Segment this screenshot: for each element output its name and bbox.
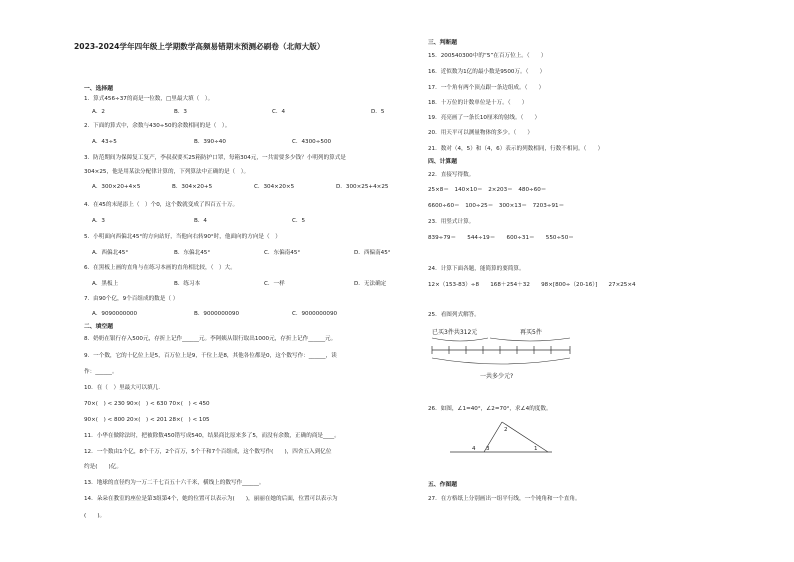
question-26: 26．如图，∠1=40°，∠2=70°，求∠4的度数。 — [428, 406, 552, 412]
question-21: 21．数对（4，5）和（4，6）表示的列数相同，行数不相同。（ ） — [428, 146, 604, 152]
question-5: 5．小明面向西偏北45°的方向站好，当他向右转90°时，他面向的方向是（ ） — [84, 234, 281, 240]
page-title: 2023-2024学年四年级上学期数学高频易错期末预测必刷卷（北师大版） — [74, 42, 325, 51]
question-18: 18．十万位的计数单位是十万。（ ） — [428, 100, 528, 106]
q1-option-a: A．2 — [92, 109, 105, 115]
question-14-line-2: ( )。 — [84, 513, 106, 519]
fig26-angle-2: 2 — [504, 427, 508, 433]
question-4: 4．在45的末尾添上（ ）个0，这个数就变成了四百五十万。 — [84, 202, 239, 208]
question-8: 8．奶奶在银行存入500元，存折上记作______元。李阿姨从银行取出1000元，存折上记作______元。 — [84, 336, 337, 342]
question-13: 13．地球的直径约为一万二千七百五十六千米，横线上的数写作______。 — [84, 480, 265, 486]
q5-option-a: A．西偏北45° — [92, 250, 129, 256]
q3-option-c: C．304×20×5 — [254, 184, 295, 190]
fig25-brace-right — [490, 338, 570, 341]
q1-option-b: B．3 — [174, 109, 187, 115]
q6-option-a: A．黑板上 — [92, 281, 119, 287]
question-17: 17．一个角有两个顶点跟一条边组成。（ ） — [428, 85, 545, 91]
fig26-angle-3: 3 — [486, 446, 490, 452]
question-10-row-1: 70×( ) < 230 90×( ) < 630 70×( ) < 450 — [84, 401, 210, 407]
fig25-brace-left — [432, 338, 488, 341]
fig25-right-label: 再买5件 — [520, 329, 542, 336]
question-3-line-2: 304×25，他是用某法分配律计算的，下列算法中正确的是（ ）。 — [84, 169, 250, 175]
question-25: 25．看图列式解答。 — [428, 312, 480, 318]
fig26-angle-4: 4 — [472, 446, 476, 452]
q7-option-a: A．9090000000 — [92, 311, 138, 317]
question-24-row: 12×（153-83）÷8 168＋254＋32 98×[800÷（20-16）] 27×25×4 — [428, 282, 636, 288]
q6-option-d: D．无法确定 — [354, 281, 387, 287]
fig25-left-label: 已买3件共312元 — [432, 329, 478, 336]
question-19: 19．亮亮画了一条长10厘米的射线。（ ） — [428, 115, 541, 121]
question-15: 15．200540300中的“5”在百万位上。（ ） — [428, 53, 547, 59]
q1-option-d: D．5 — [371, 109, 385, 115]
q5-option-c: C．东偏南45° — [264, 250, 301, 256]
question-9-line-2: 作：______。 — [84, 369, 118, 375]
q7-option-b: B．9000000090 — [194, 311, 240, 317]
section-choice: 一、选择题 — [84, 86, 113, 92]
question-24: 24．计算下面各题，能简算的要简算。 — [428, 266, 525, 272]
section-drawing: 五、作图题 — [428, 482, 457, 488]
question-11: 11．小华在做除法时，把被除数450错写成540，结果商比原来多了5，而没有余数，正确的商是____。 — [84, 433, 340, 439]
q2-option-c: C．4300÷500 — [292, 139, 332, 145]
question-10-row-2: 90×( ) < 800 20×( ) < 201 28×( ) < 105 — [84, 417, 210, 423]
question-2: 2．下面的算式中，余数与430÷50的余数相同的是（ ）。 — [84, 123, 231, 129]
fig26-angle-1: 1 — [534, 446, 538, 452]
question-20: 20．用天平可以测量物体的多少。（ ） — [428, 130, 534, 136]
q5-option-b: B．东偏北45° — [174, 250, 211, 256]
q7-option-c: C．9000000090 — [292, 311, 338, 317]
question-16: 16．近似数为1亿的最小数是9500万。（ ） — [428, 69, 546, 75]
q1-option-c: C．4 — [272, 109, 286, 115]
q2-option-a: A．43÷5 — [92, 139, 117, 145]
q4-option-a: A．3 — [92, 218, 105, 224]
q3-option-a: A．300×20+4×5 — [92, 184, 141, 190]
q6-option-b: B．练习本 — [174, 281, 201, 287]
question-10: 10．在（ ）里最大可以填几. — [84, 385, 161, 391]
question-7: 7．由90个亿，9个百组成的数是（ ） — [84, 296, 179, 302]
section-fill-blank: 二、填空题 — [84, 324, 113, 330]
question-14-line-1: 14．朵朵在教室的座位是第3组第4个，她的位置可以表示为( )，丽丽在她的后面，位置可以表示为 — [84, 496, 338, 502]
fig26-right-side — [502, 422, 548, 452]
question-1: 1．算式456÷37的商是一位数，□里最大填（ ）。 — [84, 96, 214, 102]
q2-option-b: B．390÷40 — [194, 139, 226, 145]
question-22: 22．直接写得数。 — [428, 172, 475, 178]
q6-option-c: C．一样 — [264, 281, 285, 287]
question-12-line-1: 12．一个数由1个亿，8个千万，2个百万，5个千和7个百组成，这个数写作( )，四舍五入到亿位 — [84, 449, 332, 455]
question-3-line-1: 3．防范期间为保障复工复产，李叔叔要买25箱防护口罩，每箱304元，一共需要多少钱？小明列的算式是 — [84, 155, 346, 161]
question-27: 27．在方格纸上分别画出一组平行线，一个钝角和一个直角。 — [428, 496, 581, 502]
question-12-line-2: 约是( )亿。 — [84, 464, 122, 470]
figure-26-triangle — [448, 418, 568, 458]
section-true-false: 三、判断题 — [428, 40, 457, 46]
q5-option-d: D．西偏南45° — [354, 250, 391, 256]
fig25-total-brace — [432, 358, 570, 364]
question-22-row-2: 6600÷60＝ 100÷25＝ 300×13＝ 7203÷91＝ — [428, 203, 565, 209]
question-6: 6．在黑板上画的直角与在练习本画的直角相比较，（ ）大。 — [84, 265, 236, 271]
question-23-row: 839÷79＝ 544÷19＝ 600÷31＝ 550÷50＝ — [428, 235, 574, 241]
q4-option-b: B．4 — [194, 218, 207, 224]
q3-option-d: D．300×25+4×25 — [336, 184, 389, 190]
question-22-row-1: 25×8＝ 140×10＝ 2×203＝ 480÷60＝ — [428, 187, 547, 193]
q3-option-b: B．304×20+5 — [172, 184, 213, 190]
figure-25-segment-diagram — [428, 326, 598, 384]
question-23: 23．用竖式计算。 — [428, 219, 475, 225]
section-calculation: 四、计算题 — [428, 159, 457, 165]
question-9-line-1: 9．一个数，它的十亿位上是5，百万位上是9，千位上是8，其他各位都是0，这个数写作：______，读 — [84, 353, 337, 359]
q4-option-c: C．5 — [292, 218, 306, 224]
fig25-question: 一共多少元? — [480, 373, 514, 380]
